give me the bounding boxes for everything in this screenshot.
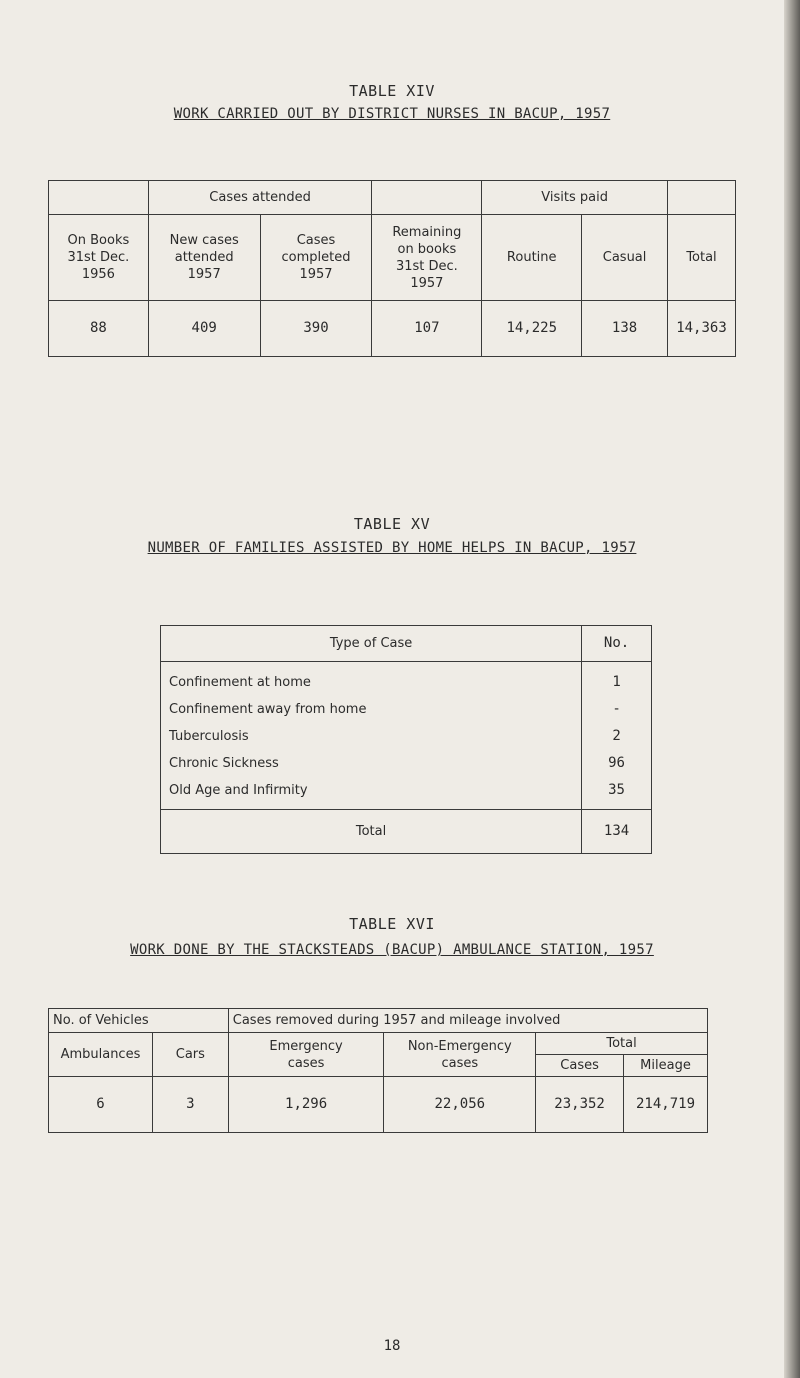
table-row <box>161 777 652 810</box>
table-15-no-cell: 35 <box>582 777 652 810</box>
table-15-type-cell: Confinement at home <box>161 662 582 697</box>
table-15-type-cell: Old Age and Infirmity <box>161 777 582 810</box>
table-16-value-total-cases: 23,352 <box>536 1077 624 1133</box>
table-15 <box>160 625 652 854</box>
table-14-group-visits: Visits paid <box>482 181 668 215</box>
table-14-value-total: 14,363 <box>668 301 736 357</box>
table-15-no-cell: 1 <box>582 662 652 697</box>
table-14-value-routine: 14,225 <box>482 301 582 357</box>
table-14-blank-cell <box>49 181 149 215</box>
table-14-value-completed: 390 <box>260 301 372 357</box>
table-14-header-on-books: On Books 31st Dec. 1956 <box>49 215 149 301</box>
table-16-value-ambulances: 6 <box>49 1077 153 1133</box>
table-15-no-cell: - <box>582 696 652 723</box>
table-14-blank-cell <box>372 181 482 215</box>
table-16-header-emergency: Emergency cases <box>228 1033 384 1077</box>
table-15-no-cell: 96 <box>582 750 652 777</box>
table-16-group-total: Total <box>536 1033 708 1055</box>
table-15-total-label: Total <box>161 810 582 854</box>
table-15-header-no: No. <box>582 626 652 662</box>
table-16-heading: TABLE XVI <box>349 915 435 933</box>
table-14-header-total: Total <box>668 215 736 301</box>
table-15-type-cell: Tuberculosis <box>161 723 582 750</box>
table-row <box>161 750 652 777</box>
table-15-total-value: 134 <box>582 810 652 854</box>
table-row <box>161 662 652 697</box>
table-16-header-total-cases: Cases <box>536 1055 624 1077</box>
table-14-value-new-cases: 409 <box>148 301 260 357</box>
table-14 <box>48 180 736 357</box>
table-15-type-cell: Confinement away from home <box>161 696 582 723</box>
table-16-group-vehicles: No. of Vehicles <box>49 1009 229 1033</box>
table-16-header-non-emergency: Non-Emergency cases <box>384 1033 536 1077</box>
table-16-value-cars: 3 <box>152 1077 228 1133</box>
table-14-value-remaining: 107 <box>372 301 482 357</box>
table-16-group-cases: Cases removed during 1957 and mileage involved <box>228 1009 707 1033</box>
table-16-value-mileage: 214,719 <box>624 1077 708 1133</box>
scan-edge-shadow <box>784 0 800 1378</box>
table-16-header-ambulances: Ambulances <box>49 1033 153 1077</box>
table-16-title: WORK DONE BY THE STACKSTEADS (BACUP) AMBULANCE STATION, 1957 <box>130 942 654 958</box>
table-15-no-cell: 2 <box>582 723 652 750</box>
table-14-header-remaining: Remaining on books 31st Dec. 1957 <box>372 215 482 301</box>
table-14-group-cases: Cases attended <box>148 181 372 215</box>
table-14-value-casual: 138 <box>582 301 668 357</box>
table-14-header-casual: Casual <box>582 215 668 301</box>
table-15-type-cell: Chronic Sickness <box>161 750 582 777</box>
table-row <box>161 723 652 750</box>
table-14-blank-cell <box>668 181 736 215</box>
table-16 <box>48 1008 708 1133</box>
table-15-header-type: Type of Case <box>161 626 582 662</box>
table-14-header-completed: Cases completed 1957 <box>260 215 372 301</box>
table-15-title: NUMBER OF FAMILIES ASSISTED BY HOME HELPS IN BACUP, 1957 <box>147 540 637 556</box>
table-14-title: WORK CARRIED OUT BY DISTRICT NURSES IN BACUP, 1957 <box>173 106 611 122</box>
table-16-value-non-emergency: 22,056 <box>384 1077 536 1133</box>
table-16-header-mileage: Mileage <box>624 1055 708 1077</box>
table-14-header-new-cases: New cases attended 1957 <box>148 215 260 301</box>
table-16-value-emergency: 1,296 <box>228 1077 384 1133</box>
table-14-value-on-books: 88 <box>49 301 149 357</box>
page-number: 18 <box>383 1338 401 1354</box>
table-14-header-routine: Routine <box>482 215 582 301</box>
table-14-heading: TABLE XIV <box>349 82 435 100</box>
table-16-header-cars: Cars <box>152 1033 228 1077</box>
table-15-heading: TABLE XV <box>353 515 431 533</box>
table-row <box>161 696 652 723</box>
